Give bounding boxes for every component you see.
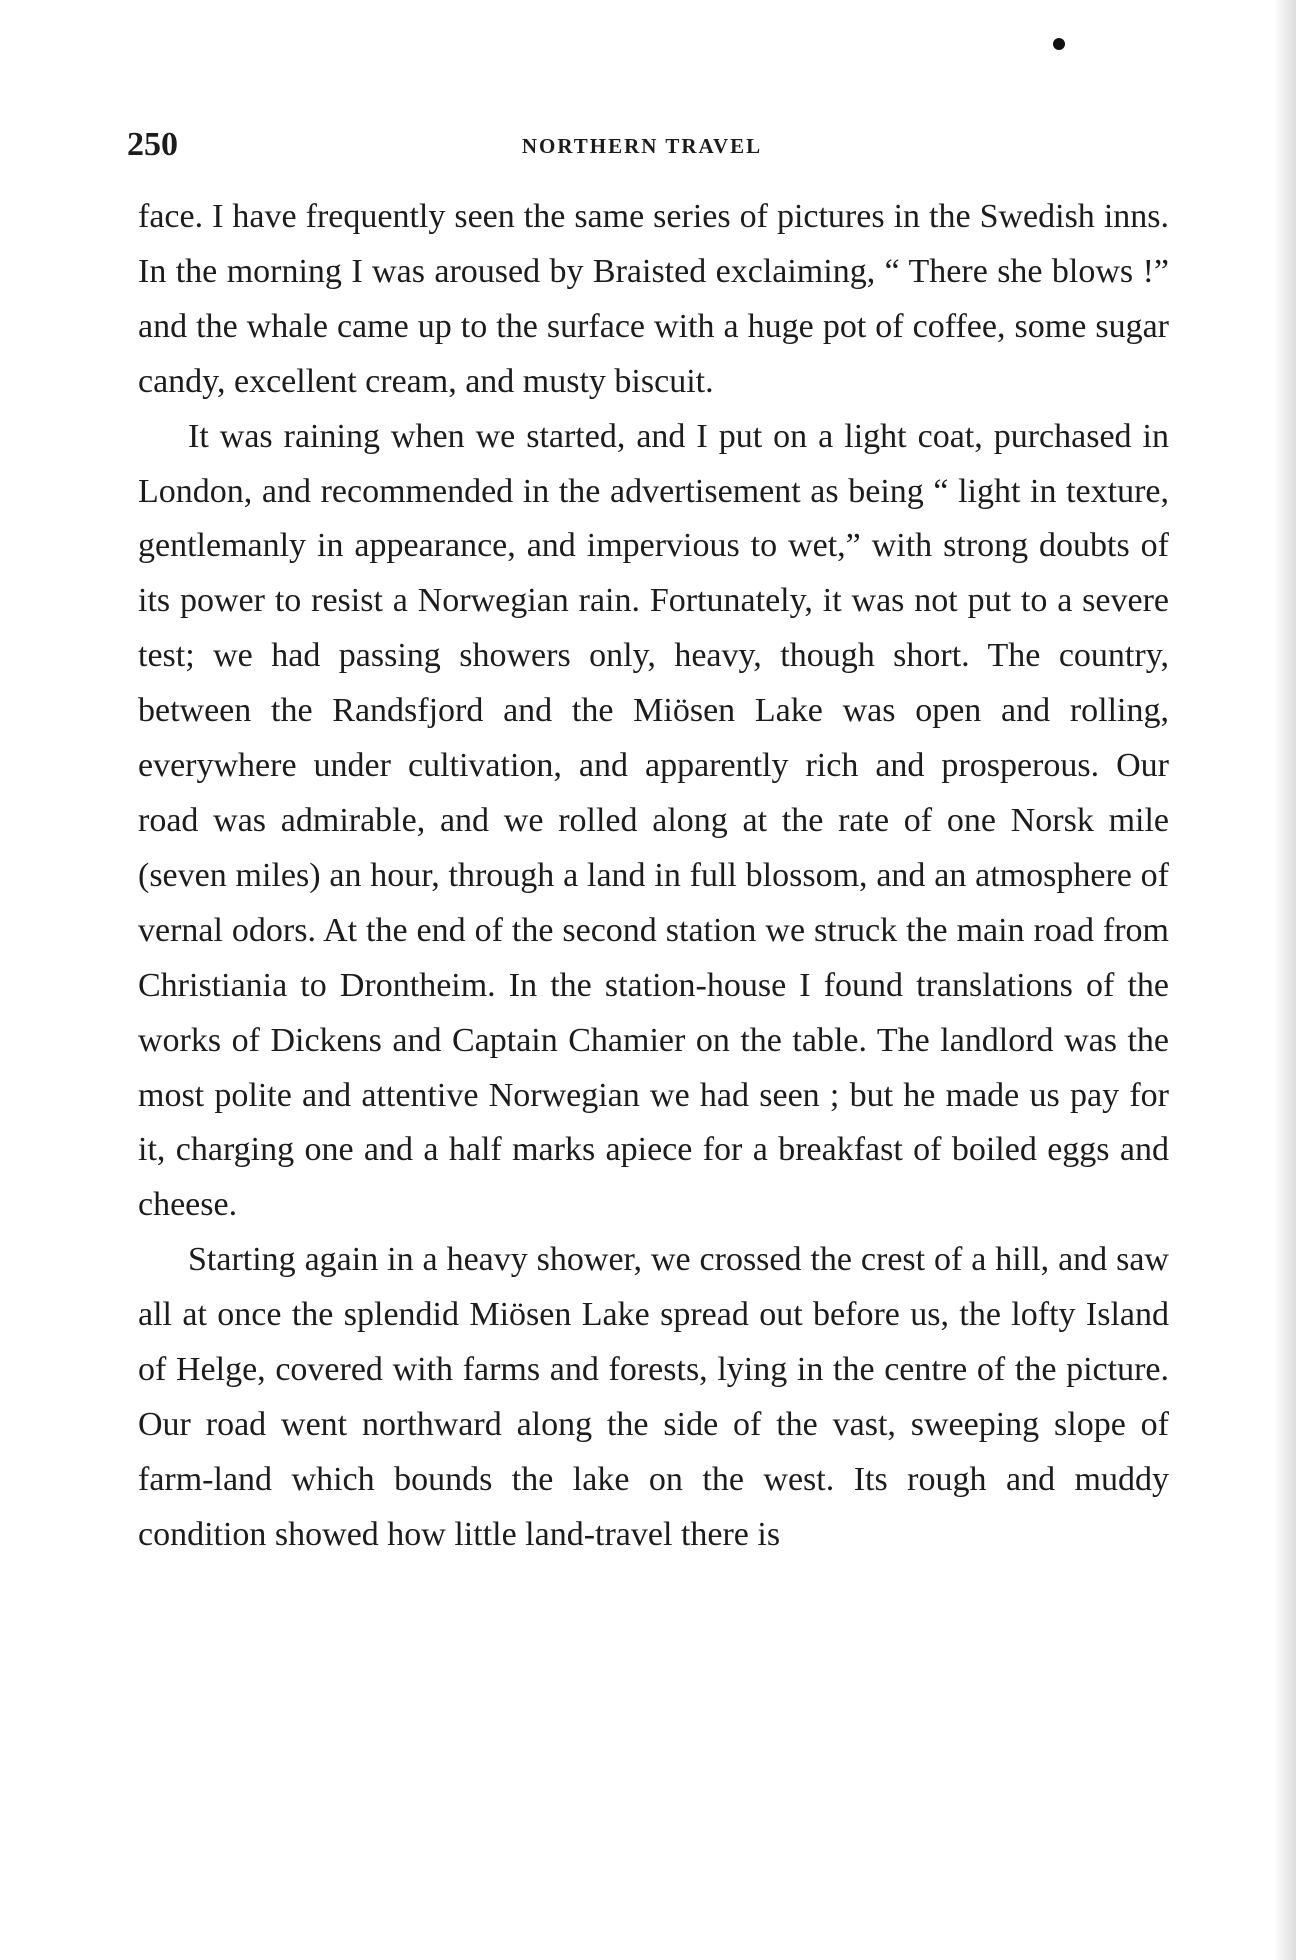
paragraph-3: Starting again in a heavy shower, we crossed the crest of a hill, and saw all at once the splendid Miösen Lake spread out before us, the lofty Island of Helge, covered with farms and forests, lying in the centre of the picture. Our road went northward along the side of the vast, sweeping slope of farm-land which bounds the lake on the west. Its rough and muddy condition showed how little land-travel there is [138,1241,1169,1553]
body-text [138,190,1169,1563]
paragraph-1: face. I have frequently seen the same series of pictures in the Swedish inns. In the morning I was aroused by Braisted exclaiming, “ There she blows !” and the whale came up to the surface with a huge pot of coffee, some sugar candy, excellent cream, and musty biscuit. [138,198,1169,400]
page-edge-shadow [1274,0,1296,1960]
page-number: 250 [127,126,178,163]
paragraph-2: It was raining when we started, and I put on a light coat, purchased in London, and recommended in the advertisement as being “ light in texture, gentlemanly in appearance, and impervious to wet,” with strong doubts of its power to resist a Norwegian rain. Fortunately, it was not put to a severe test; we had passing showers only, heavy, though short. The country, between the Randsfjord and the Miösen Lake was open and rolling, everywhere under cultivation, and apparently rich and prosperous. Our road was admirable, and we rolled along at the rate of one Norsk mile (seven miles) an hour, through a land in full blossom, and an atmosphere of vernal odors. At the end of the second station we struck the main road from Christiania to Drontheim. In the station-house I found translations of the works of Dickens and Captain Chamier on the table. The landlord was the most polite and attentive Norwegian we had seen ; but he made us pay for it, charging one and a half marks apiece for a breakfast of boiled eggs and cheese. [138,417,1169,1224]
ink-speck [1053,38,1065,50]
page-header [127,120,1179,170]
running-head: NORTHERN TRAVEL [521,134,763,158]
